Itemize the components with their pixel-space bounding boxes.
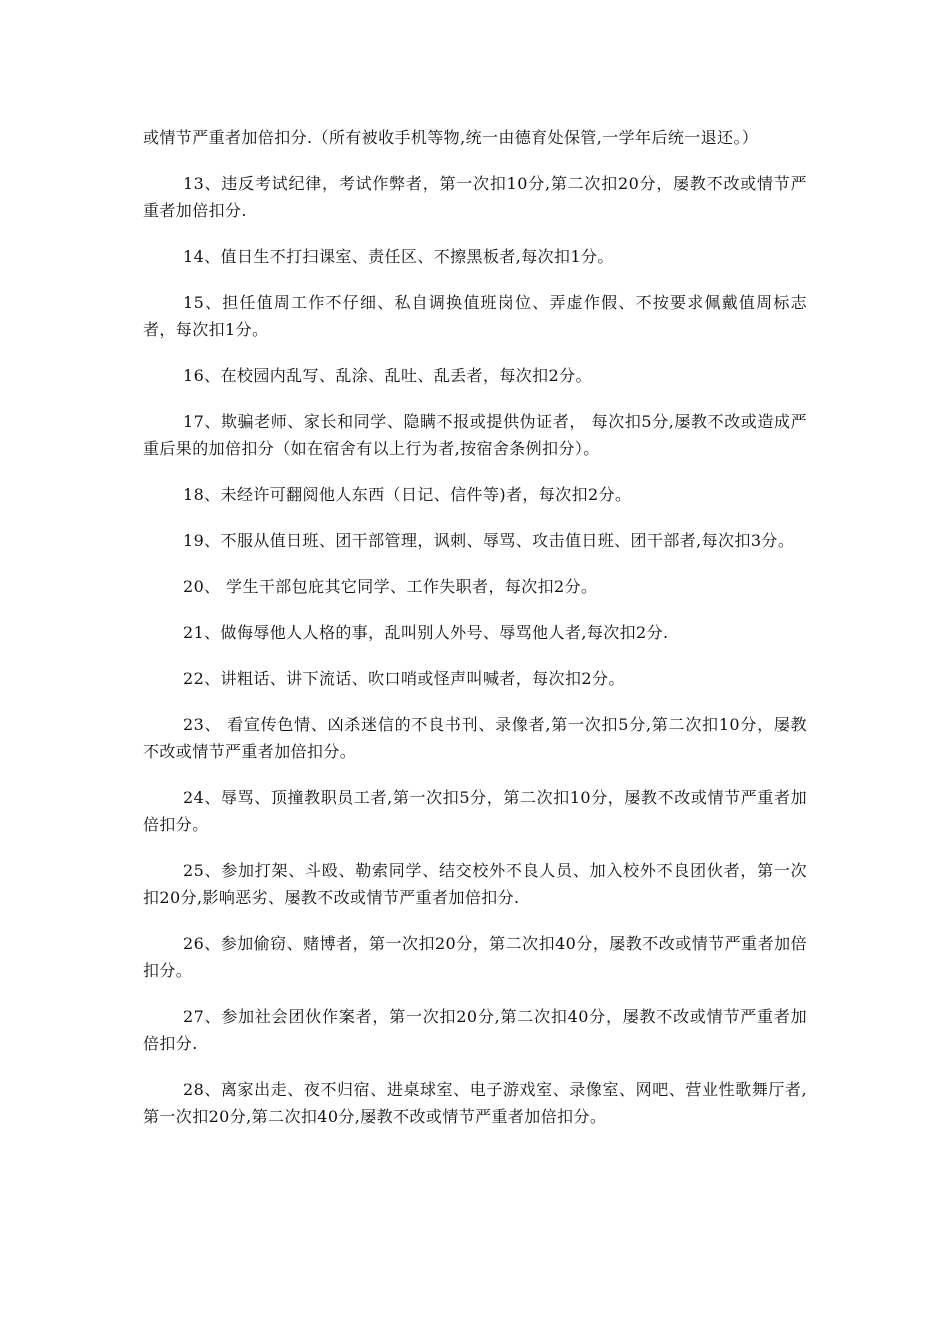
rule-item-19: 19、不服从值日班、团干部管理，讽刺、辱骂、攻击值日班、团干部者,每次扣3分。 bbox=[183, 531, 795, 550]
rule-item-20: 20、 学生干部包庇其它同学、工作失职者，每次扣2分。 bbox=[183, 577, 598, 596]
rule-item-15: 15、担任值周工作不仔细、私自调换值班岗位、弄虚作假、不按要求佩戴值周标志者，每次扣1分。 bbox=[143, 293, 807, 339]
document-body bbox=[143, 124, 807, 1149]
rule-item-21: 21、做侮辱他人人格的事，乱叫别人外号、辱骂他人者,每次扣2分. bbox=[183, 623, 669, 642]
rule-item-17: 17、欺骗老师、家长和同学、隐瞒不报或提供伪证者， 每次扣5分,屡教不改或造成严重后果的加倍扣分（如在宿舍有以上行为者,按宿舍条例扣分）。 bbox=[143, 412, 807, 458]
rule-item-16: 16、在校园内乱写、乱涂、乱吐、乱丢者，每次扣2分。 bbox=[183, 366, 592, 385]
paragraph-continuation: 或情节严重者加倍扣分.（所有被收手机等物,统一由德育处保管,一学年后统一退还。） bbox=[143, 128, 759, 147]
rule-item-27: 27、参加社会团伙作案者，第一次扣20分,第二次扣40分，屡教不改或情节严重者加倍扣分. bbox=[143, 1007, 807, 1053]
rule-item-24: 24、辱骂、顶撞教职员工者,第一次扣5分，第二次扣10分，屡教不改或情节严重者加倍扣分。 bbox=[143, 788, 807, 834]
rule-item-18: 18、未经许可翻阅他人东西（日记、信件等)者，每次扣2分。 bbox=[183, 485, 632, 504]
rule-item-26: 26、参加偷窃、赌博者，第一次扣20分，第二次扣40分，屡教不改或情节严重者加倍扣分。 bbox=[143, 934, 807, 980]
rule-item-28: 28、离家出走、夜不归宿、进桌球室、电子游戏室、录像室、网吧、营业性歌舞厅者,第一次扣20分,第二次扣40分,屡教不改或情节严重者加倍扣分。 bbox=[143, 1080, 807, 1126]
rule-item-22: 22、讲粗话、讲下流话、吹口哨或怪声叫喊者，每次扣2分。 bbox=[183, 669, 625, 688]
rule-item-23: 23、 看宣传色情、凶杀迷信的不良书刊、录像者,第一次扣5分,第二次扣10分，屡教不改或情节严重者加倍扣分。 bbox=[143, 715, 807, 761]
rule-item-13: 13、违反考试纪律，考试作弊者，第一次扣10分,第二次扣20分，屡教不改或情节严重者加倍扣分. bbox=[143, 174, 807, 220]
rule-item-25: 25、参加打架、斗殴、勒索同学、结交校外不良人员、加入校外不良团伙者，第一次扣20分,影响恶劣、屡教不改或情节严重者加倍扣分. bbox=[143, 861, 807, 907]
rule-item-14: 14、值日生不打扫课室、责任区、不擦黑板者,每次扣1分。 bbox=[183, 247, 614, 266]
